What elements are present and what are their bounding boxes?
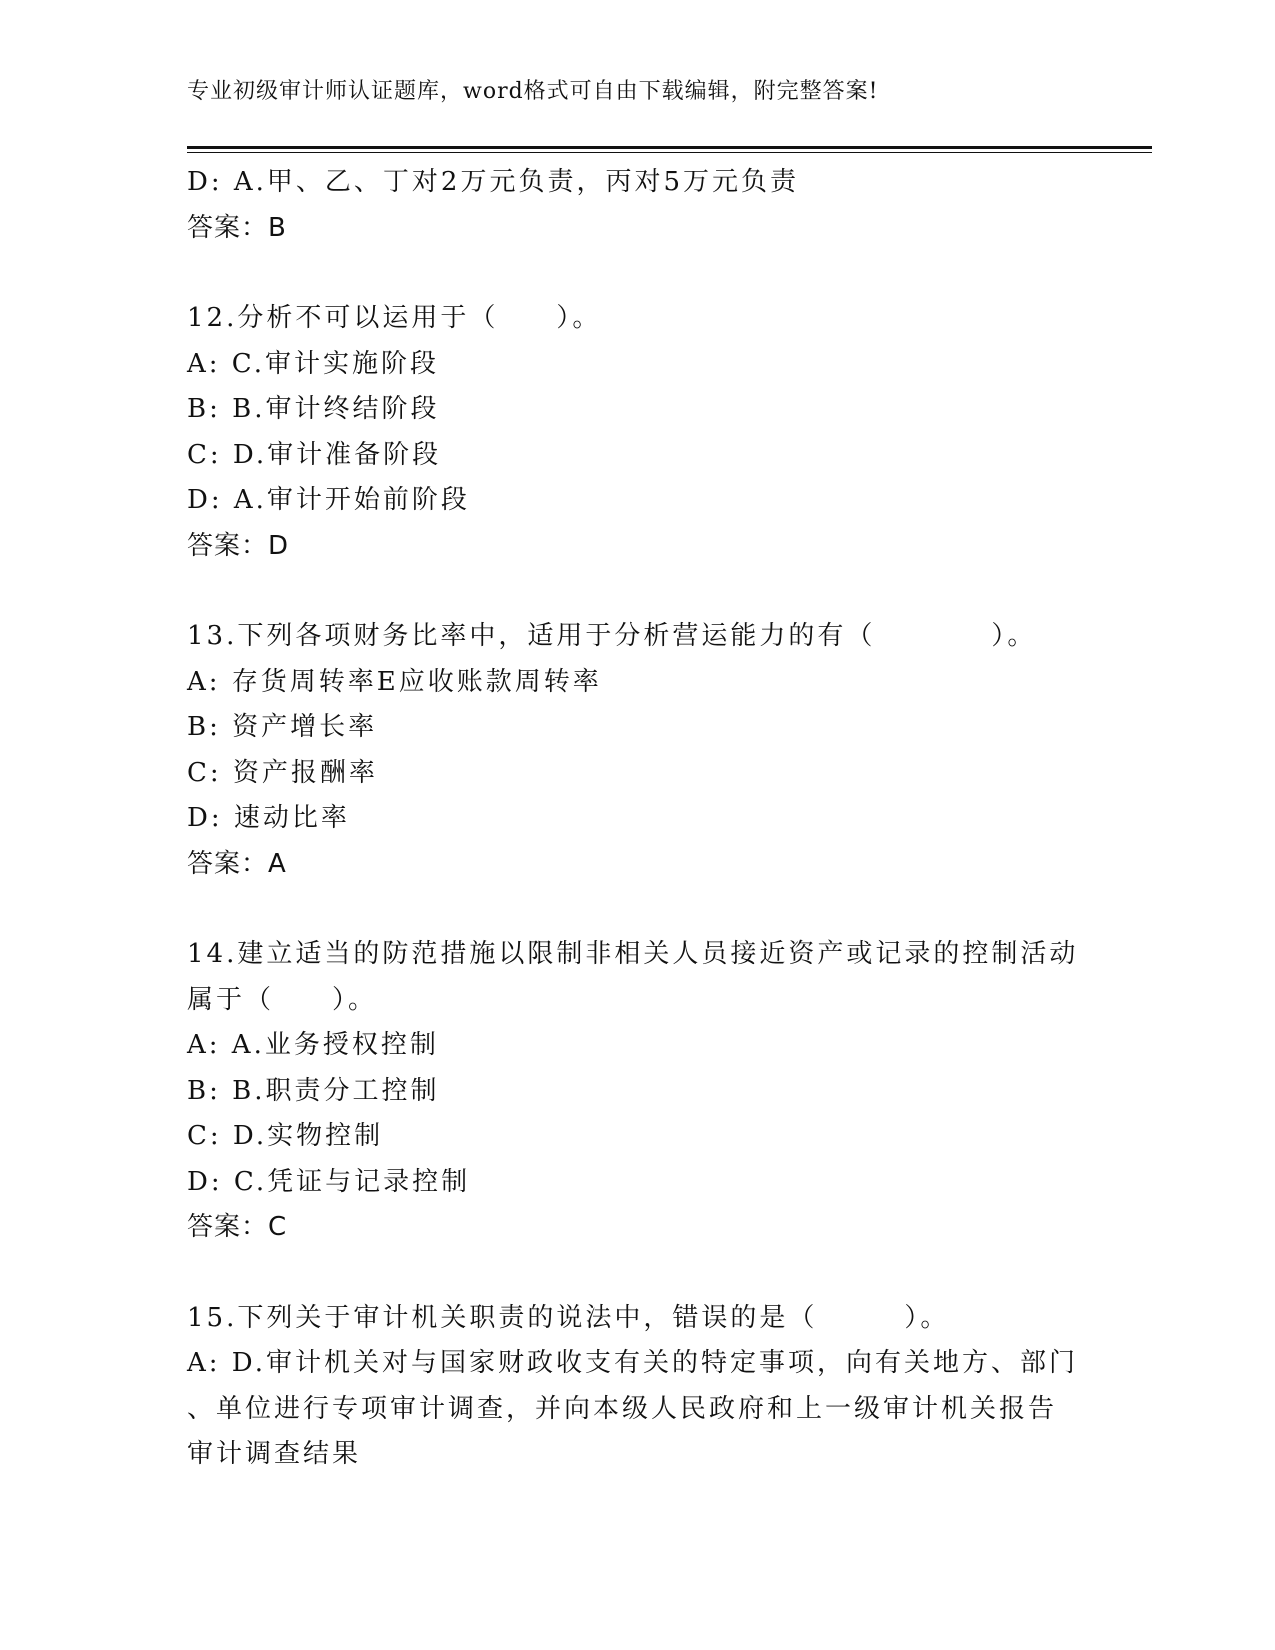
option-d: D: A.审计开始前阶段 <box>187 485 470 515</box>
question-stem-line-2: 属于（ ）。 <box>187 984 378 1015</box>
header-rule-thick <box>187 146 1152 149</box>
question-stem-line-1: 14.建立适当的防范措施以限制非相关人员接近资产或记录的控制活动 <box>187 939 1079 969</box>
question-15 <box>187 1296 1087 1478</box>
option-d: D: 速动比率 <box>187 803 350 833</box>
question-stem: 13.下列各项财务比率中，适用于分析营运能力的有（ ）。 <box>187 621 1037 651</box>
option-a-line-1: A: D.审计机关对与国家财政收支有关的特定事项，向有关地方、部门 <box>187 1348 1078 1378</box>
question-13 <box>187 614 1087 887</box>
option-d: D: C.凭证与记录控制 <box>187 1166 471 1197</box>
option-b: B: 资产增长率 <box>187 712 378 742</box>
page-header: 专业初级审计师认证题库，word格式可自由下载编辑，附完整答案! <box>187 79 879 104</box>
question-content <box>187 160 1087 1478</box>
option-c: C: D.审计准备阶段 <box>187 439 442 470</box>
option-a: A: C.审计实施阶段 <box>187 348 440 379</box>
question-stem: 15.下列关于审计机关职责的说法中，错误的是（ ）。 <box>187 1302 950 1333</box>
option-b: B: B.职责分工控制 <box>187 1075 440 1106</box>
option-a: A: A.业务授权控制 <box>187 1030 439 1060</box>
header-rule-thin <box>187 152 1152 153</box>
option-b: B: B.审计终结阶段 <box>187 394 440 424</box>
question-12 <box>187 296 1087 569</box>
answer-line: 答案：B <box>187 212 287 243</box>
option-a: A: 存货周转率E应收账款周转率 <box>187 666 602 697</box>
option-a-line-2: 、单位进行专项审计调查，并向本级人民政府和上一级审计机关报告 <box>187 1393 1058 1424</box>
answer-line: 答案：C <box>187 1212 288 1242</box>
answer-line: 答案：D <box>187 530 290 561</box>
option-a-line-3: 审计调查结果 <box>187 1439 362 1469</box>
question-14 <box>187 932 1087 1251</box>
option-c: C: 资产报酬率 <box>187 757 378 788</box>
question-stem: 12.分析不可以运用于（ ）。 <box>187 303 602 333</box>
option-c: C: D.实物控制 <box>187 1121 384 1151</box>
answer-line: 答案：A <box>187 848 287 879</box>
option-d: D: A.甲、乙、丁对2万元负责，丙对5万元负责 <box>187 167 799 197</box>
